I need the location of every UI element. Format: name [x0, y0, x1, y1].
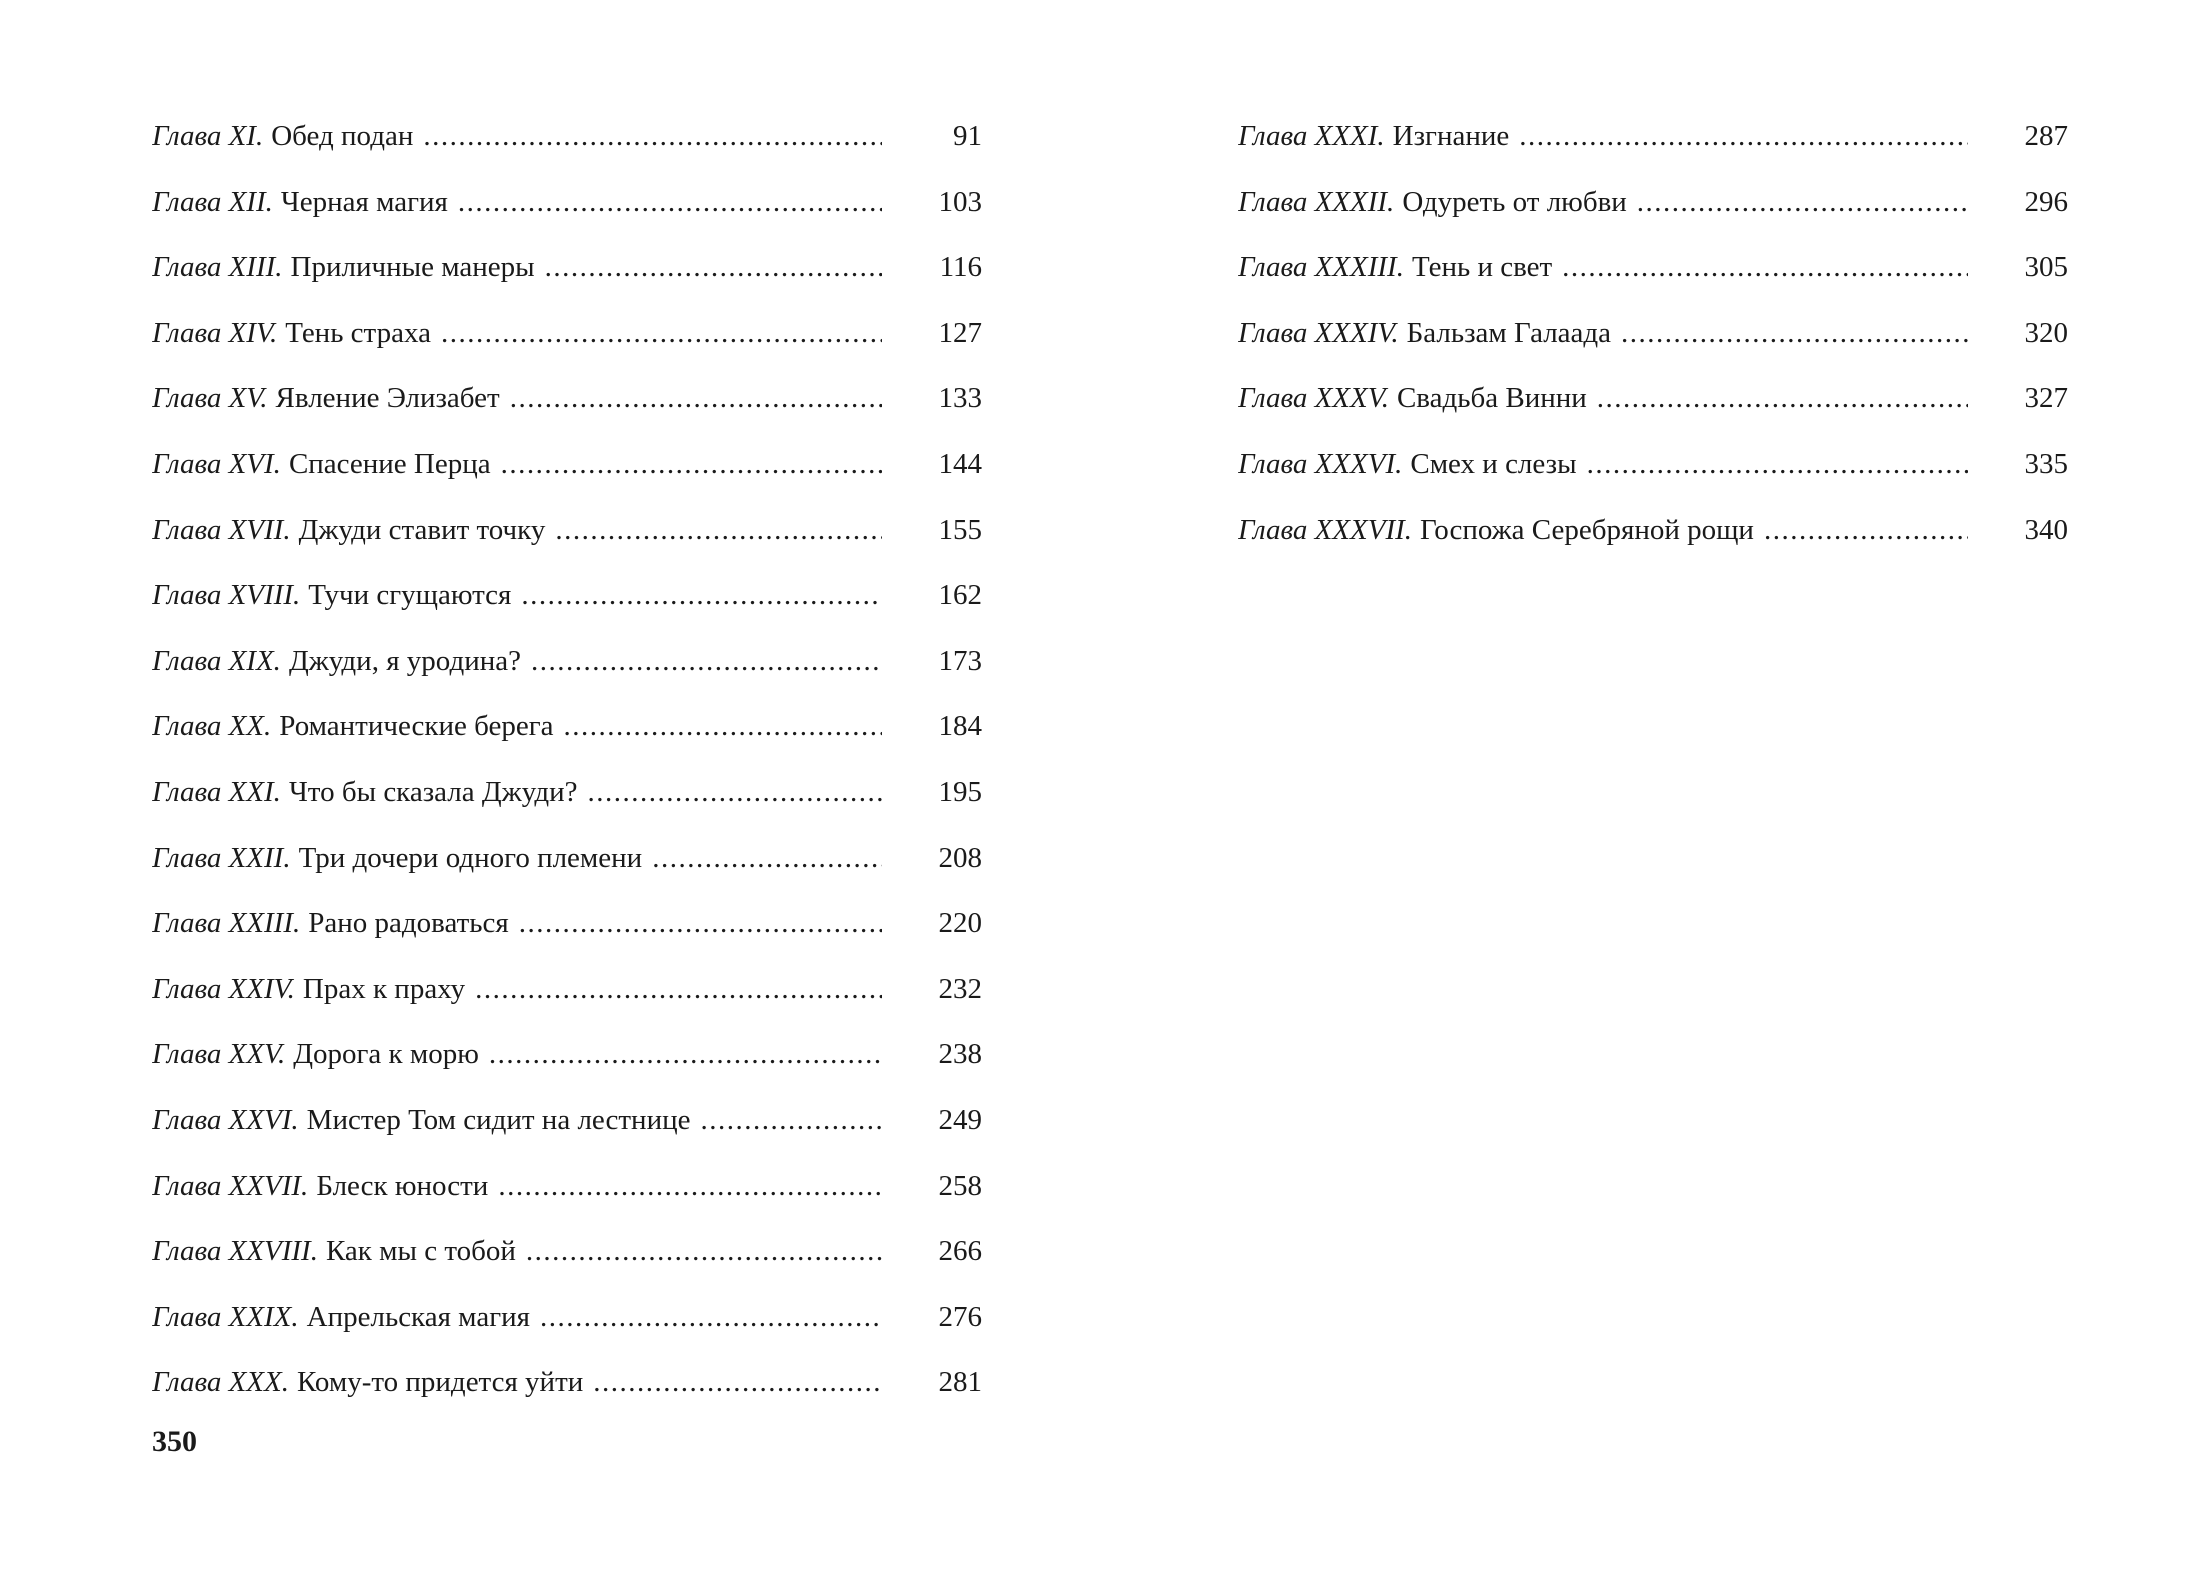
chapter-title: Кому-то придется уйти: [297, 1366, 584, 1399]
chapter-label: Глава XVIII.: [152, 579, 301, 612]
toc-entry-text: [152, 694, 882, 760]
dot-leader: [1637, 170, 1968, 236]
chapter-title: Смех и слезы: [1410, 447, 1577, 480]
dot-leader: [458, 170, 882, 236]
chapter-page-number: 184: [938, 710, 982, 743]
chapter-title: Изгнание: [1392, 120, 1510, 152]
toc-entry-text: [152, 760, 882, 826]
toc-entry: [152, 760, 982, 826]
chapter-title: Тень и свет: [1411, 251, 1553, 284]
chapter-page-number: 103: [938, 185, 982, 218]
chapter-title: Мистер Том сидит на лестнице: [306, 1103, 691, 1136]
chapter-title: Прах к праху: [302, 972, 466, 1005]
toc-entry: [1238, 498, 2068, 564]
chapter-label: Глава XXX.: [152, 1366, 289, 1399]
chapter-label: Глава XXXVI.: [1238, 447, 1403, 480]
chapter-title: Три дочери одного племени: [298, 841, 643, 874]
chapter-title: Блеск юности: [316, 1169, 489, 1202]
toc-right-column: [1238, 104, 2068, 563]
toc-entry: [152, 957, 982, 1023]
toc-entry-text: [152, 1219, 882, 1285]
chapter-label: Глава XXIV.: [152, 972, 295, 1005]
chapter-title: Бальзам Галаада: [1406, 316, 1612, 349]
toc-entry-text: [1238, 366, 1968, 432]
toc-entry: [152, 1022, 982, 1088]
chapter-page-number: 91: [953, 120, 982, 152]
toc-entry: [152, 1350, 982, 1416]
dot-leader: [700, 1088, 882, 1154]
dot-leader: [423, 104, 882, 170]
chapter-page-number: 173: [938, 644, 982, 677]
chapter-label: Глава XXII.: [152, 841, 291, 874]
toc-entry-text: [152, 1154, 882, 1220]
chapter-title: Тучи сгущаются: [308, 579, 512, 612]
chapter-page-number: 296: [2024, 185, 2068, 218]
toc-entry: [152, 498, 982, 564]
toc-entry-text: [1238, 432, 1968, 498]
chapter-page-number: 195: [938, 775, 982, 808]
dot-leader: [588, 760, 882, 826]
chapter-label: Глава XII.: [152, 185, 273, 218]
chapter-label: Глава XIX.: [152, 644, 281, 677]
dot-leader: [564, 694, 882, 760]
dot-leader: [1621, 301, 1968, 367]
chapter-label: Глава XXXVII.: [1238, 513, 1413, 546]
chapter-label: Глава XI.: [152, 120, 264, 152]
dot-leader: [521, 563, 882, 629]
dot-leader: [441, 301, 882, 367]
dot-leader: [519, 891, 882, 957]
toc-entry: [152, 563, 982, 629]
chapter-page-number: 220: [938, 907, 982, 940]
chapter-label: Глава XXIX.: [152, 1300, 299, 1333]
chapter-title: Спасение Перца: [288, 447, 491, 480]
chapter-page-number: 133: [938, 382, 982, 415]
dot-leader: [555, 498, 882, 564]
chapter-label: Глава XXIII.: [152, 907, 301, 940]
dot-leader: [1764, 498, 1968, 564]
chapter-title: Тень страха: [285, 316, 431, 349]
chapter-label: Глава XV.: [152, 382, 268, 415]
dot-leader: [501, 432, 882, 498]
chapter-title: Что бы сказала Джуди?: [288, 775, 578, 808]
dot-leader: [526, 1219, 882, 1285]
chapter-page-number: 281: [938, 1366, 982, 1399]
dot-leader: [1562, 235, 1968, 301]
chapter-label: Глава XXXIV.: [1238, 316, 1399, 349]
dot-leader: [1519, 104, 1968, 170]
toc-entry: [152, 104, 982, 170]
toc-entry-text: [1238, 498, 1968, 564]
toc-entry-text: [152, 1350, 882, 1416]
toc-entry: [1238, 301, 2068, 367]
dot-leader: [510, 366, 882, 432]
chapter-page-number: 144: [938, 447, 982, 480]
toc-entry-text: [152, 629, 882, 695]
dot-leader: [1597, 366, 1968, 432]
toc-entry-text: [152, 498, 882, 564]
toc-entry: [152, 629, 982, 695]
toc-entry-text: [152, 1088, 882, 1154]
chapter-page-number: 155: [938, 513, 982, 546]
chapter-page-number: 162: [938, 579, 982, 612]
toc-entry-text: [152, 1285, 882, 1351]
toc-entry: [152, 826, 982, 892]
chapter-title: Явление Элизабет: [275, 382, 500, 415]
toc-entry: [1238, 235, 2068, 301]
toc-entry: [152, 1285, 982, 1351]
chapter-page-number: 335: [2024, 447, 2068, 480]
toc-entry: [152, 1154, 982, 1220]
chapter-label: Глава XXVIII.: [152, 1235, 318, 1268]
toc-entry-text: [1238, 104, 1968, 170]
chapter-title: Дорога к морю: [293, 1038, 479, 1071]
chapter-page-number: 127: [938, 316, 982, 349]
chapter-title: Обед подан: [271, 120, 414, 152]
chapter-title: Рано радоваться: [308, 907, 509, 940]
chapter-label: Глава XXXIII.: [1238, 251, 1404, 284]
chapter-title: Джуди, я уродина?: [288, 644, 521, 677]
chapter-title: Приличные манеры: [290, 251, 535, 284]
chapter-title: Джуди ставит точку: [298, 513, 546, 546]
chapter-title: Как мы с тобой: [325, 1235, 516, 1268]
toc-entry: [1238, 432, 2068, 498]
dot-leader: [498, 1154, 882, 1220]
dot-leader: [540, 1285, 882, 1351]
chapter-label: Глава XXXI.: [1238, 120, 1385, 152]
toc-entry: [152, 432, 982, 498]
toc-entry: [152, 891, 982, 957]
toc-entry: [152, 366, 982, 432]
toc-entry-text: [1238, 301, 1968, 367]
chapter-page-number: 327: [2024, 382, 2068, 415]
chapter-page-number: 258: [938, 1169, 982, 1202]
toc-entry-text: [152, 957, 882, 1023]
dot-leader: [475, 957, 882, 1023]
chapter-page-number: 249: [938, 1103, 982, 1136]
chapter-page-number: 266: [938, 1235, 982, 1268]
chapter-page-number: 340: [2024, 513, 2068, 546]
chapter-page-number: 276: [938, 1300, 982, 1333]
chapter-title: Свадьба Винни: [1396, 382, 1587, 415]
dot-leader: [1587, 432, 1968, 498]
chapter-title: Одуреть от любви: [1402, 185, 1627, 218]
chapter-label: Глава XIII.: [152, 251, 283, 284]
toc-entry-text: [152, 891, 882, 957]
page-number: 350: [152, 1425, 197, 1458]
toc-entry-text: [152, 1022, 882, 1088]
toc-entry-text: [152, 366, 882, 432]
toc-entry: [152, 1219, 982, 1285]
dot-leader: [489, 1022, 882, 1088]
toc-left-column: [152, 104, 982, 1416]
chapter-page-number: 320: [2024, 316, 2068, 349]
dot-leader: [593, 1350, 882, 1416]
toc-entry-text: [152, 432, 882, 498]
chapter-page-number: 305: [2024, 251, 2068, 284]
chapter-page-number: 116: [939, 251, 982, 284]
chapter-title: Черная магия: [280, 185, 448, 218]
chapter-label: Глава XXI.: [152, 775, 281, 808]
chapter-title: Госпожа Серебряной рощи: [1420, 513, 1754, 546]
toc-entry: [152, 235, 982, 301]
dot-leader: [531, 629, 882, 695]
chapter-title: Апрельская магия: [306, 1300, 530, 1333]
toc-entry-text: [152, 563, 882, 629]
toc-entry: [152, 301, 982, 367]
toc-entry-text: [1238, 235, 1968, 301]
chapter-page-number: 208: [938, 841, 982, 874]
chapter-title: Романтические берега: [279, 710, 554, 743]
toc-entry: [1238, 366, 2068, 432]
chapter-page-number: 238: [938, 1038, 982, 1071]
toc-entry-text: [152, 826, 882, 892]
chapter-label: Глава XXVII.: [152, 1169, 309, 1202]
toc-entry-text: [1238, 170, 1968, 236]
toc-entry: [1238, 170, 2068, 236]
toc-entry: [152, 694, 982, 760]
chapter-label: Глава XVI.: [152, 447, 281, 480]
toc-entry-text: [152, 104, 882, 170]
chapter-label: Глава XXXV.: [1238, 382, 1389, 415]
toc-entry: [152, 170, 982, 236]
chapter-label: Глава XXV.: [152, 1038, 286, 1071]
chapter-label: Глава XX.: [152, 710, 272, 743]
dot-leader: [652, 826, 882, 892]
toc-entry: [152, 1088, 982, 1154]
dot-leader: [545, 235, 882, 301]
chapter-page-number: 232: [938, 972, 982, 1005]
toc-entry: [1238, 104, 2068, 170]
chapter-page-number: 287: [2024, 120, 2068, 152]
chapter-label: Глава XIV.: [152, 316, 278, 349]
toc-entry-text: [152, 301, 882, 367]
chapter-label: Глава XXVI.: [152, 1103, 299, 1136]
chapter-label: Глава XXXII.: [1238, 185, 1395, 218]
chapter-label: Глава XVII.: [152, 513, 291, 546]
toc-entry-text: [152, 235, 882, 301]
toc-entry-text: [152, 170, 882, 236]
